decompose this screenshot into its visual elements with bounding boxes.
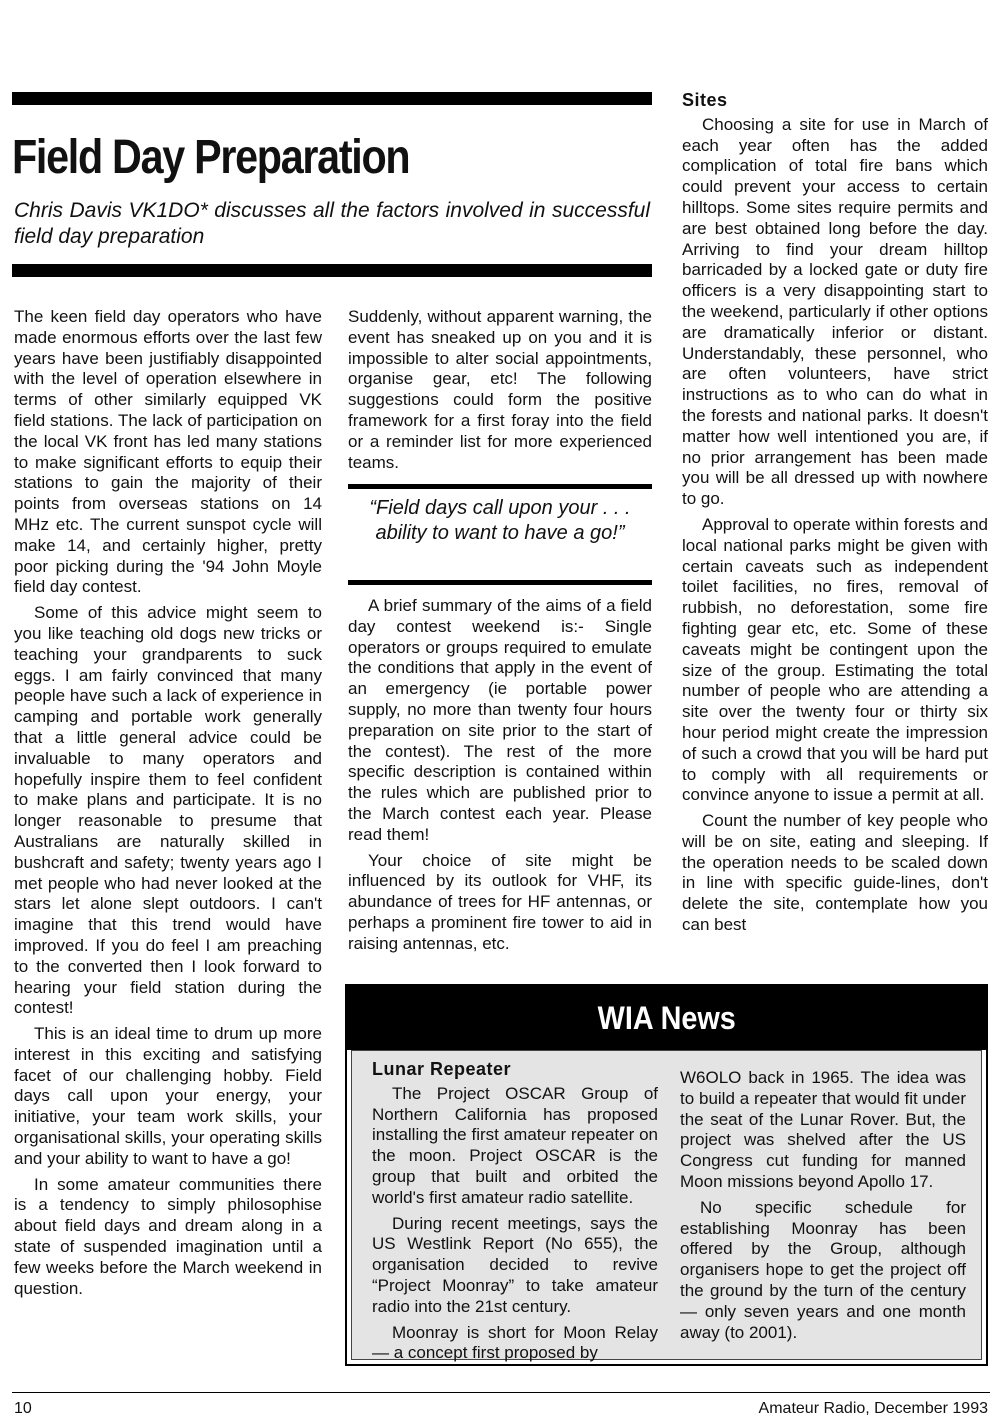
- paragraph: Some of this advice might seem to you like teaching old dogs new tricks or teaching your grandparents to suck eggs. I am fairly convinced that many people have such a lack of experience in camping and portable work generally that a little general advice could be invaluable to many operators and hopefully inspire them to feel confident to make plans and participate. It is no longer reasonable to presume that Australians are naturally skilled in bushcraft and safety; twenty years ago I met people who had never looked at the stars let alone slept outdoors. I can't imagine that this trend would have improved. If you do feel I am preaching to the converted then I look forward to hearing your field station during the contest!: [14, 603, 322, 1018]
- headline-rule-top: [12, 92, 652, 105]
- wia-news-heading: WIA News: [347, 986, 986, 1050]
- lunar-repeater-heading: Lunar Repeater: [372, 1059, 512, 1079]
- paragraph: In some amateur communities there is a tendency to simply philosophise about field days and dream along in a state of suspended imagination until a few weeks before the March weekend in question.: [14, 1174, 322, 1298]
- wia-news-right-column: [680, 1068, 966, 1348]
- column-3: [682, 90, 988, 941]
- paragraph: Choosing a site for use in March of each year often has the added complication of total fire bans which could prevent your access to certain hilltops. Some sites require permits and are best obtained long before the day. Arriving to find your dream hilltop barricaded by a locked gate or duty fire officers is a very disappointing start to the weekend, particularly if other options are dramatically inferior or distant. Understandably, these personnel, who are often volunteers, have strict instructions as to who can do what in the forests and national parks. It doesn't matter how well intentioned you are, if no prior arrangement has been made you will be all dressed up with nowhere to go.: [682, 114, 988, 509]
- column-2-bottom: [348, 596, 652, 960]
- paragraph: The keen field day operators who have made enormous efforts over the last few years have been justifiably disappointed with the level of operation elsewhere in terms of other similarly equipped VK field stations. The lack of participation on the local VK front has led many stations to make significant efforts to equip their stations to gain the majority of their points from overseas stations on 14 MHz etc. The current sunspot cycle will make 14, and certainly higher, pretty poor picking during the '94 John Moyle field day contest.: [14, 307, 322, 597]
- paragraph: No specific schedule for establishing Moonray has been offered by the Group, although organisers hope to get the project off the ground by the turn of the century — only seven years and one month away (to 2001).: [680, 1197, 966, 1342]
- paragraph: Approval to operate within forests and local national parks might be given with certain caveats such as independent toilet facilities, no fires, removal of rubbish, no deforestation, some fire fighting gear etc, etc. Some of these caveats might be contingent upon the size of the group. Estimating the total number of people who are attending a site over the twenty four or thirty six hour period might create the impression of such a crowd that you will be hard put to comply with all requirements or convince anyone to issue a permit at all.: [682, 514, 988, 805]
- page-number: 10: [14, 1400, 32, 1417]
- paragraph: A brief summary of the aims of a field day contest weekend is:- Single operators or groups required to emulate the conditions that apply in the event of an emergency (ie portable power supply, no more than twenty four hours preparation on site prior to the start of the contest). The rest of the more specific description is contained within the rules which are published prior to the March contest each year. Please read them!: [348, 596, 652, 844]
- column-2-top: [348, 307, 652, 478]
- paragraph: This is an ideal time to drum up more interest in this exciting and satisfying facet of our challenging hobby. Field days call upon your energy, your initiative, your team work skills, your organisational skills, your operating skills and your ability to want to have a go!: [14, 1024, 322, 1168]
- paragraph: Moonray is short for Moon Relay — a concept first proposed by: [372, 1322, 658, 1363]
- headline-rule-bottom: [12, 264, 652, 277]
- paragraph: Count the number of key people who will be on site, eating and sleeping. If the operation needs to be scaled down in line with specific guide-lines, don't delete the site, contemplate how you can best: [682, 811, 988, 935]
- publication-line: Amateur Radio, December 1993: [758, 1400, 988, 1417]
- paragraph: The Project OSCAR Group of Northern California has proposed installing the first amateur repeater on the moon. Project OSCAR is the group that built and orbited the world's first amateur radio satellite.: [372, 1083, 658, 1207]
- sites-heading: Sites: [682, 90, 728, 110]
- paragraph: W6OLO back in 1965. The idea was to build a repeater that would fit under the seat of the Lunar Rover. But, the project was shelved after the US Congress cut funding for manned Moon missions beyond Apollo 17.: [680, 1068, 966, 1191]
- footer-rule: [12, 1392, 990, 1393]
- pull-quote: “Field days call upon your . . . ability to want to have a go!”: [369, 497, 631, 544]
- wia-news-body: [351, 1050, 982, 1363]
- article-title: Field Day Preparation: [12, 131, 410, 184]
- paragraph: Your choice of site might be influenced by its outlook for VHF, its abundance of trees for HF antennas, or perhaps a prominent fire tower to aid in raising antennas, etc.: [348, 850, 652, 953]
- pull-quote-rule-bottom: [348, 580, 652, 585]
- column-1: [14, 307, 322, 1304]
- paragraph: During recent meetings, says the US Westlink Report (No 655), the organisation decided to revive “Project Moonray” to take amateur radio into the 21st century.: [372, 1213, 658, 1316]
- wia-news-box: [345, 984, 988, 1366]
- article-subtitle: Chris Davis VK1DO* discusses all the factors involved in successful field day preparation: [14, 199, 650, 248]
- wia-news-left-column: [372, 1059, 658, 1369]
- pull-quote-rule-top: [348, 484, 652, 489]
- paragraph: Suddenly, without apparent warning, the event has sneaked up on you and it is impossible to alter social appointments, organise gear, etc! The following suggestions could form the positive framework for a first foray into the field or a reminder list for more experienced teams.: [348, 307, 652, 472]
